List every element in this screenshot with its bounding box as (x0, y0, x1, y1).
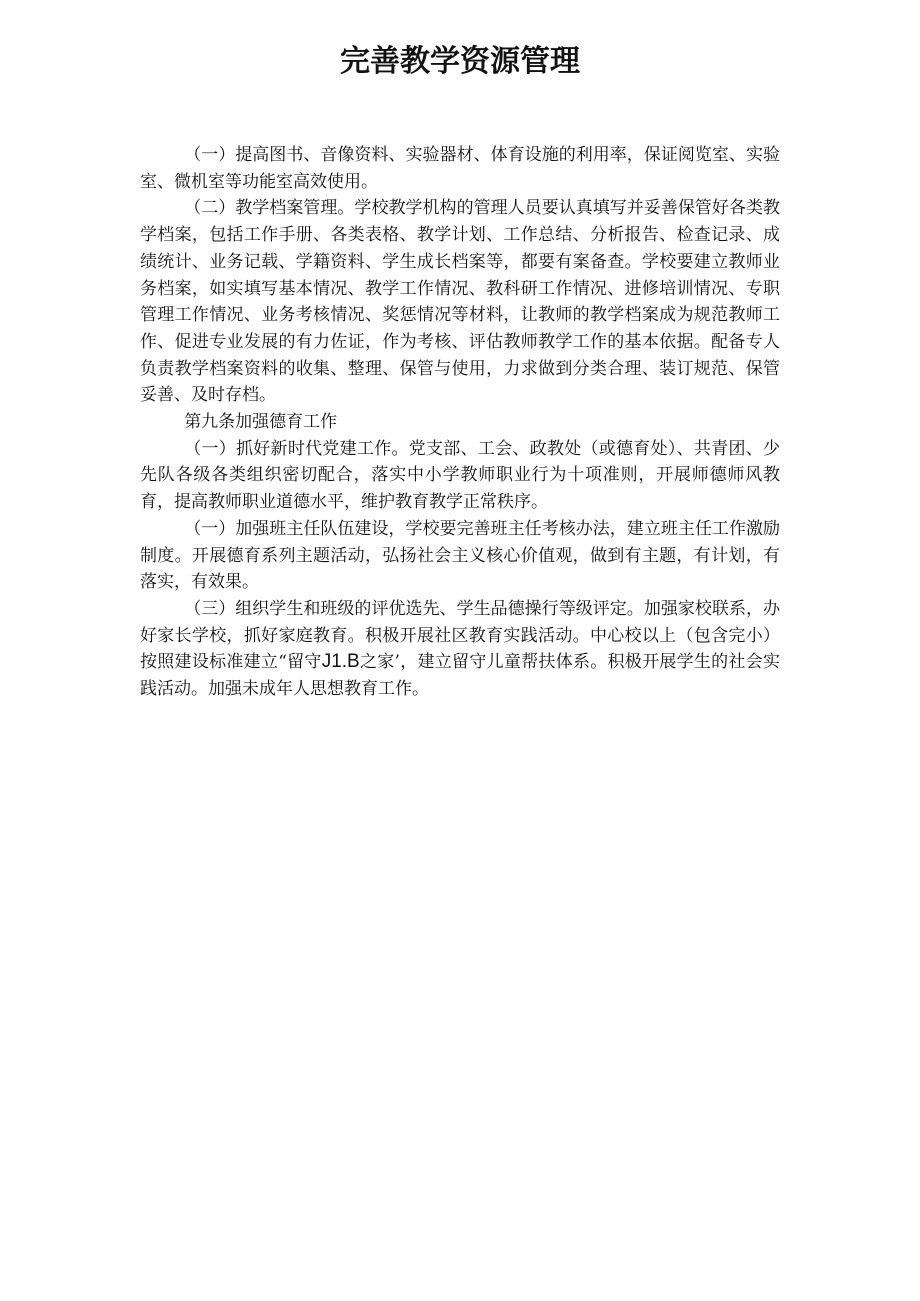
paragraph-text-latin-part: J1.B (321, 651, 360, 673)
section-heading-article-nine: 第九条加强德育工作 (184, 412, 338, 433)
paragraph-text-part: （三）组织学生和班级的评优选先、学生品德操行等级评定。加强家校联系，办好家长学校，抓好家庭教育。积极开展社区教育实践活动。中心校以上（包含完小）按照建设标准建立“留守 (140, 598, 780, 673)
document-body (140, 142, 780, 703)
paragraph-student-evaluation (140, 596, 780, 703)
paragraph-class-teacher-team: （一）加强班主任队伍建设，学校要完善班主任考核办法，建立班主任工作激励制度。开展德育系列主题活动，弘扬社会主义核心价值观，做到有主题，有计划，有落实，有效果。 (140, 518, 780, 593)
document-title: 完善教学资源管理 (340, 44, 580, 79)
paragraph-resources-utilization: （一）提高图书、音像资料、实验器材、体育设施的利用率，保证阅览室、实验室、微机室等功能室高效使用。 (140, 145, 780, 192)
paragraph-text-part: 之家’，建立留守儿童帮扶体系。积极开展学生的社会实践活动。加强未成年人思想教育工作。 (140, 652, 780, 700)
paragraph-party-building: （一）抓好新时代党建工作。党支部、工会、政教处（或德育处）、共青团、少先队各级各类组织密切配合，落实中小学教师职业行为十项准则，开展师德师风教育，提高教师职业道德水平，维护教育教学正常秩序。 (140, 438, 780, 513)
paragraph-teaching-archives: （二）教学档案管理。学校教学机构的管理人员要认真填写并妥善保管好各类教学档案，包括工作手册、各类表格、教学计划、工作总结、分析报告、检查记录、成绩统计、业务记载、学籍资料、学生成长档案等，都要有案备查。学校要建立教师业务档案，如实填写基本情况、教学工作情况、教科研工作情况、进修培训情况、专职管理工作情况、业务考核情况、奖惩情况等材料，让教师的教学档案成为规范教师工作、促进专业发展的有力佐证，作为考核、评估教师教学工作的基本依据。配备专人负责教学档案资料的收集、整理、保管与使用，力求做到分类合理、装订规范、保管妥善、及时存档。 (140, 198, 780, 406)
